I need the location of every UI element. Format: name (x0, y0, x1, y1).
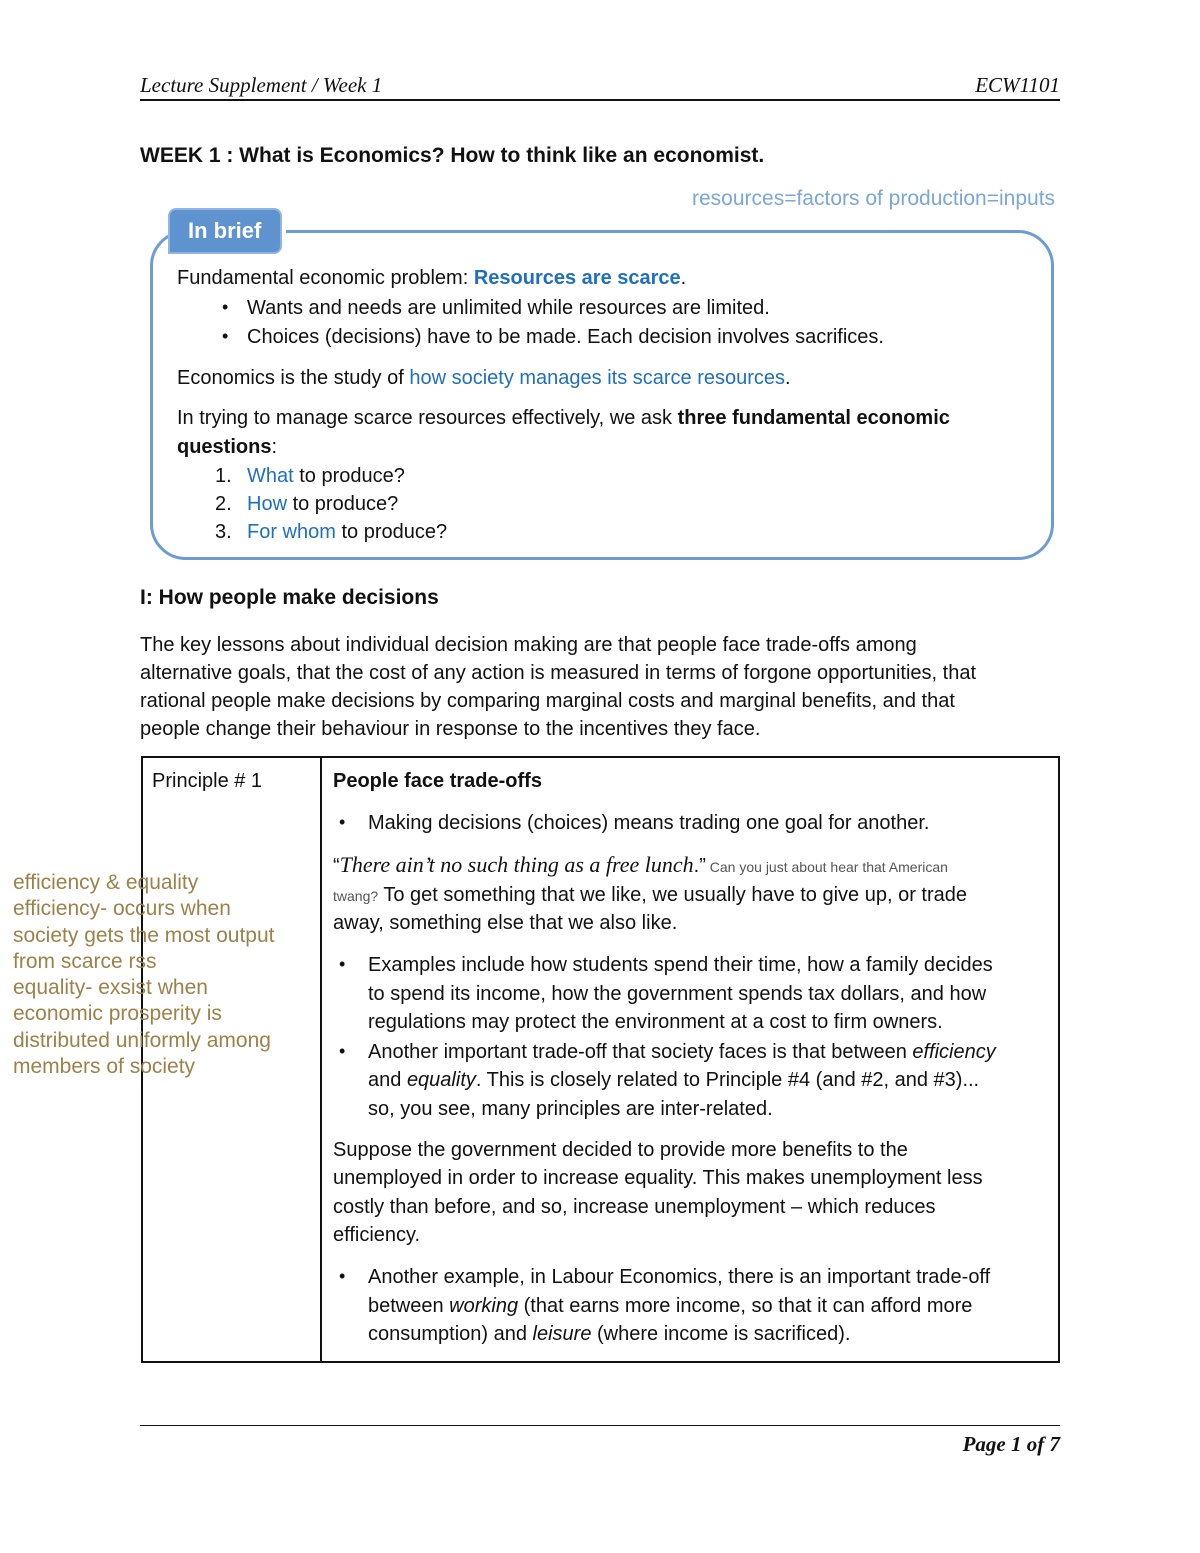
bullet4-text: between (368, 1295, 450, 1317)
intro-line: alternative goals, that the cost of any action is measured in terms of forgone opportunities, that (140, 662, 977, 684)
equality-term: equality (406, 1069, 476, 1091)
questions-intro-line-2 (177, 435, 277, 459)
principle-bullet-4-line-2 (368, 1292, 972, 1321)
benefits-paragraph-line: Suppose the government decided to provide more benefits to the (333, 1139, 908, 1161)
questions-intro-line-1 (177, 406, 950, 430)
questions-intro-bold-2: questions (177, 436, 272, 458)
principle-bullet-2-line: to spend its income, how the government spends tax dollars, and how (368, 983, 987, 1005)
bullet3-text-2: . This is closely related to Principle #4 (and #2, and #3)... (475, 1069, 980, 1091)
question-keyword: For whom (247, 521, 336, 543)
benefits-paragraph-line: unemployed in order to increase equality. This makes unemployment less (333, 1167, 983, 1189)
quote-follow-line-1 (333, 881, 967, 911)
leisure-term: leisure (532, 1323, 592, 1345)
table-column-divider (320, 756, 322, 1363)
quote-open: “ (333, 855, 340, 877)
margin-note-line: efficiency- occurs when (13, 897, 231, 921)
principle-bullet-3-line-2 (368, 1066, 979, 1095)
problem-highlight: Resources are scarce (473, 267, 681, 289)
definition-prefix: Economics is the study of (177, 367, 410, 389)
questions-intro-bold: three fundamental economic (677, 407, 950, 429)
bullet-dot: • (339, 1266, 346, 1286)
question-number: 3. (215, 521, 232, 543)
bullet-dot: • (339, 812, 346, 832)
question-1 (247, 464, 405, 488)
question-3 (247, 520, 447, 544)
margin-note-line: equality- exsist when (13, 976, 208, 1000)
question-2 (247, 492, 398, 516)
principle-bullet-4-line-3 (368, 1320, 850, 1349)
definition-highlight: how society manages its scarce resources (409, 367, 786, 389)
section-heading: I: How people make decisions (140, 586, 439, 609)
questions-intro-text: In trying to manage scarce resources effectively, we ask (177, 407, 678, 429)
margin-note-line: economic prosperity is (13, 1002, 222, 1026)
benefits-paragraph-line: costly than before, and so, increase unemployment – which reduces (333, 1196, 936, 1218)
bullet4-text-2: (that earns more income, so that it can afford more (518, 1295, 973, 1317)
problem-prefix: Fundamental economic problem: (177, 267, 474, 289)
fundamental-problem-line (177, 266, 686, 290)
problem-suffix: . (680, 267, 687, 289)
principle-bullet-2-line: regulations may protect the environment at a cost to firm owners. (368, 1011, 943, 1033)
quote-close: .” (693, 855, 706, 877)
margin-note-line: from scarce rss (13, 949, 157, 973)
bullet4-text-4: (where income is sacrificed). (591, 1323, 851, 1345)
bullet-dot: • (222, 326, 229, 346)
page-number: Page 1 of 7 (962, 1432, 1060, 1456)
handwritten-annotation: resources=factors of production=inputs (692, 187, 1056, 210)
bullet4-text-3: consumption) and (368, 1323, 533, 1345)
header-divider (140, 99, 1060, 101)
principle-bullet-2-line: Examples include how students spend their time, how a family decides (368, 954, 993, 976)
principle-heading: People face trade-offs (333, 770, 542, 792)
principle-bullet-3-line-3: so, you see, many principles are inter-related. (368, 1098, 773, 1120)
intro-line: rational people make decisions by comparing marginal costs and marginal benefits, and that (140, 690, 955, 712)
aside-comment-cont: twang? (333, 888, 379, 904)
question-number: 2. (215, 493, 232, 515)
margin-annotation (13, 870, 274, 1080)
margin-note-line: distributed uniformly among (13, 1028, 271, 1052)
bullet3-and: and (368, 1069, 407, 1091)
margin-note-line: members of society (13, 1055, 196, 1079)
quote-follow-text: To get something that we like, we usually have to give up, or trade (378, 884, 968, 906)
running-header-course-code: ECW1101 (975, 73, 1060, 97)
question-keyword: What (247, 465, 294, 487)
principle-bullet-1: Making decisions (choices) means trading one goal for another. (368, 812, 930, 834)
question-keyword: How (247, 493, 288, 515)
running-header-title: Lecture Supplement / Week 1 (140, 73, 383, 97)
intro-line: The key lessons about individual decision making are that people face trade-offs among (140, 634, 917, 656)
in-brief-tab: In brief (168, 208, 282, 254)
footer-divider (140, 1425, 1060, 1426)
economics-definition (177, 366, 791, 390)
quote-follow-line-2: away, something else that we also like. (333, 912, 678, 934)
margin-note-line: society gets the most output (13, 923, 275, 947)
page-title: WEEK 1 : What is Economics? How to think like an economist. (140, 144, 765, 167)
efficiency-term: efficiency (912, 1041, 996, 1063)
principle-label: Principle # 1 (152, 770, 263, 792)
brief-bullet-1: Wants and needs are unlimited while resources are limited. (247, 297, 770, 319)
bullet-dot: • (339, 1041, 346, 1061)
principle-bullet-3-line-1 (368, 1038, 996, 1067)
bullet-dot: • (339, 954, 346, 974)
question-rest: to produce? (335, 521, 448, 543)
margin-note-line: efficiency & equality (13, 871, 199, 894)
intro-line: people change their behaviour in response to the incentives they face. (140, 718, 761, 740)
questions-intro-end: : (271, 436, 278, 458)
question-rest: to produce? (293, 465, 405, 487)
brief-bullet-2: Choices (decisions) have to be made. Each decision involves sacrifices. (247, 326, 884, 348)
free-lunch-quote-line (333, 851, 948, 882)
aside-comment: Can you just about hear that American (705, 859, 948, 875)
bullet3-text: Another important trade-off that society faces is that between (368, 1041, 913, 1063)
bullet-dot: • (222, 297, 229, 317)
benefits-paragraph-line: efficiency. (333, 1224, 421, 1246)
question-rest: to produce? (287, 493, 399, 515)
principle-bullet-4-line-1: Another example, in Labour Economics, there is an important trade-off (368, 1266, 991, 1288)
free-lunch-quote: There ain’t no such thing as a free lunch (339, 852, 694, 877)
definition-suffix: . (785, 367, 791, 389)
question-number: 1. (215, 465, 232, 487)
working-term: working (449, 1295, 519, 1317)
